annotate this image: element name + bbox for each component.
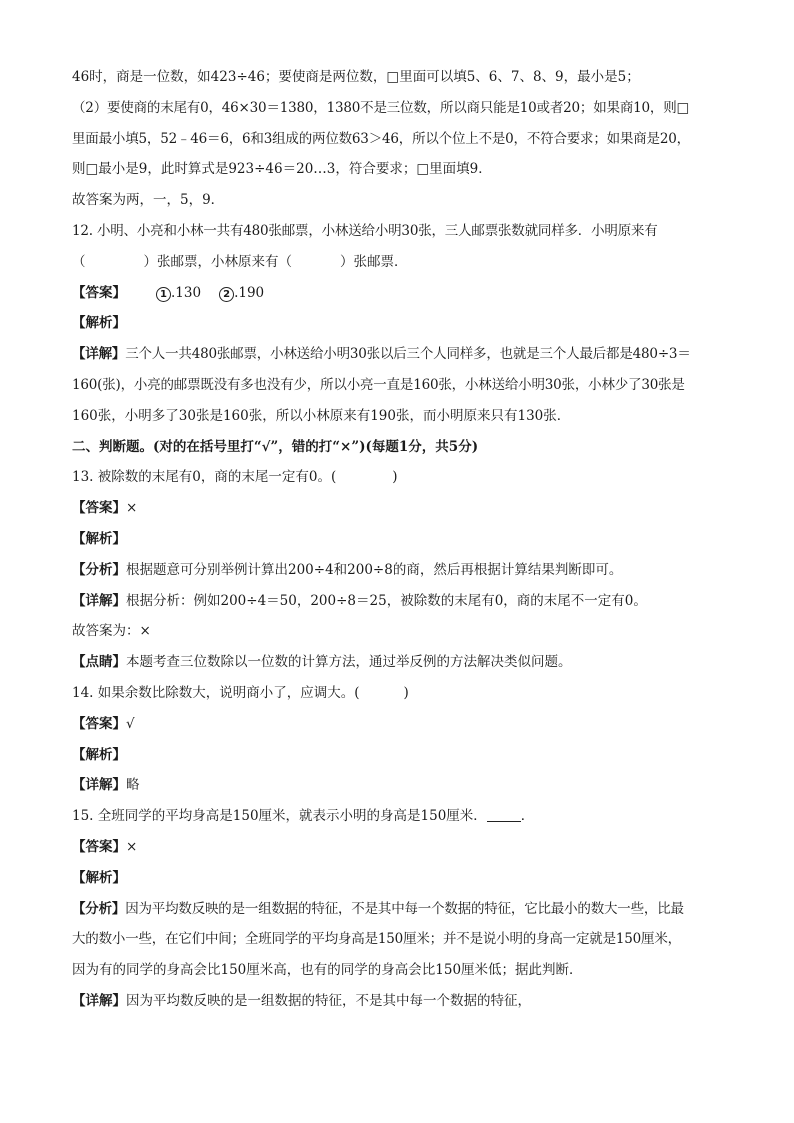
answer-tag: 【答案】 bbox=[72, 838, 126, 855]
analysis-tag: 【分析】 bbox=[72, 561, 126, 578]
question-13-analysis bbox=[72, 555, 728, 586]
question-12-detail-2: 160(张)，小亮的邮票既没有多也没有少，所以小亮一直是160张，小林送给小明30张，小林少了30张是 bbox=[72, 376, 685, 393]
detail-text: 三个人一共480张邮票，小林送给小明30张以后三个人同样多，也就是三个人最后都是480÷3＝ bbox=[125, 346, 691, 363]
question-12-analysis-tag: 【解析】 bbox=[72, 315, 126, 332]
detail-text: 略 bbox=[126, 777, 140, 794]
detail-tag: 【详解】 bbox=[72, 346, 126, 363]
answer-tag: 【答案】 bbox=[72, 284, 126, 301]
detail-text: 根据分析：例如200÷4＝50，200÷8＝25，被除数的末尾有0，商的末尾不一定有0。 bbox=[126, 592, 647, 609]
question-14-detail bbox=[72, 770, 728, 801]
section-2-title: 二、判断题。(对的在括号里打“√”，错的打“×”)(每题1分，共5分) bbox=[72, 438, 479, 455]
detail-tag: 【详解】 bbox=[72, 592, 126, 609]
question-12-detail-1 bbox=[72, 339, 728, 370]
question-12-text: 12. 小明、小亮和小林一共有480张邮票，小林送给小明30张，三人邮票张数就同样多．小明原来有 bbox=[72, 222, 658, 239]
question-12-detail-3: 160张，小明多了30张是160张，所以小林原来有190张，而小明原来只有130张． bbox=[72, 407, 571, 424]
detail-tag: 【详解】 bbox=[72, 777, 126, 794]
circled-number-2: 2 bbox=[219, 287, 234, 302]
end-period: ． bbox=[520, 808, 535, 825]
question-12-blanks bbox=[72, 247, 728, 278]
note-text: 本题考查三位数除以一位数的计算方法，通过举反例的方法解决类似问题。 bbox=[126, 654, 572, 671]
question-14-prompt: 14. 如果余数比除数大，说明商小了，应调大。( bbox=[72, 684, 360, 701]
solution-line-1: 46时，商是一位数，如423÷46；要使商是两位数，□里面可以填5、6、7、8、9，最小是5； bbox=[72, 69, 640, 85]
close-paren: ) bbox=[392, 469, 398, 486]
question-15-detail bbox=[72, 986, 728, 1017]
open-paren: （ bbox=[72, 253, 86, 270]
circled-number-1: 1 bbox=[156, 287, 171, 302]
document-page bbox=[72, 62, 728, 1017]
question-15-analysis-tag: 【解析】 bbox=[72, 869, 126, 886]
analysis-tag: 【分析】 bbox=[72, 900, 126, 917]
answer-tag: 【答案】 bbox=[72, 715, 126, 732]
question-14-analysis-tag: 【解析】 bbox=[72, 746, 126, 763]
solution-conclusion: 故答案为两，一，5，9． bbox=[72, 192, 225, 209]
question-15-text bbox=[72, 801, 728, 832]
solution-line-3: 里面最小填5，52﹣46＝6，6和3组成的两位数63＞46，所以个位上不是0，不符合要求；如果商是20， bbox=[72, 130, 690, 147]
analysis-text: 因为平均数反映的是一组数据的特征，不是其中每一个数据的特征，它比最小的数大一些，比最 bbox=[125, 900, 684, 917]
detail-tag: 【详解】 bbox=[72, 992, 126, 1009]
solution-line-2: （2）要使商的末尾有0，46×30＝1380，1380不是三位数，所以商只能是10或者20；如果商10，则□ bbox=[72, 99, 690, 116]
question-13-answer bbox=[72, 493, 728, 524]
answer-underline-blank bbox=[487, 807, 521, 822]
question-13-analysis-tag: 【解析】 bbox=[72, 530, 126, 547]
detail-text: 因为平均数反映的是一组数据的特征，不是其中每一个数据的特征， bbox=[126, 992, 531, 1009]
question-14-text bbox=[72, 678, 728, 709]
answer-value-2: .190 bbox=[234, 284, 265, 301]
question-13-note bbox=[72, 647, 728, 678]
blank-end-text: ）张邮票． bbox=[340, 253, 408, 270]
question-15-answer bbox=[72, 832, 728, 863]
answer-tag: 【答案】 bbox=[72, 500, 126, 517]
question-15-analysis-3: 因为有的同学的身高会比150厘米高，也有的同学的身高会比150厘米低；据此判断． bbox=[72, 962, 583, 979]
question-13-detail bbox=[72, 586, 728, 617]
question-13-text bbox=[72, 462, 728, 493]
blank-mid-text: ）张邮票，小林原来有（ bbox=[143, 253, 292, 270]
question-15-analysis-2: 大的数小一些，在它们中间；全班同学的平均身高是150厘米；并不是说小明的身高一定就是150厘米， bbox=[72, 931, 681, 948]
answer-value-1: .130 bbox=[171, 284, 202, 301]
answer-value: × bbox=[126, 838, 138, 855]
question-13-prompt: 13. 被除数的末尾有0，商的末尾一定有0。( bbox=[72, 469, 337, 486]
question-15-analysis-1 bbox=[72, 894, 728, 925]
question-12-answer bbox=[72, 278, 728, 309]
question-14-answer bbox=[72, 709, 728, 740]
close-paren: ) bbox=[403, 684, 409, 701]
answer-value: × bbox=[126, 500, 138, 517]
question-15-prompt: 15. 全班同学的平均身高是150厘米，就表示小明的身高是150厘米． bbox=[72, 808, 487, 825]
solution-line-4: 则□最小是9，此时算式是923÷46＝20…3，符合要求；□里面填9． bbox=[72, 161, 492, 178]
question-13-conclusion: 故答案为：× bbox=[72, 623, 151, 640]
analysis-text: 根据题意可分别举例计算出200÷4和200÷8的商，然后再根据计算结果判断即可。 bbox=[126, 561, 623, 578]
answer-value: √ bbox=[126, 715, 135, 732]
note-tag: 【点睛】 bbox=[72, 654, 126, 671]
